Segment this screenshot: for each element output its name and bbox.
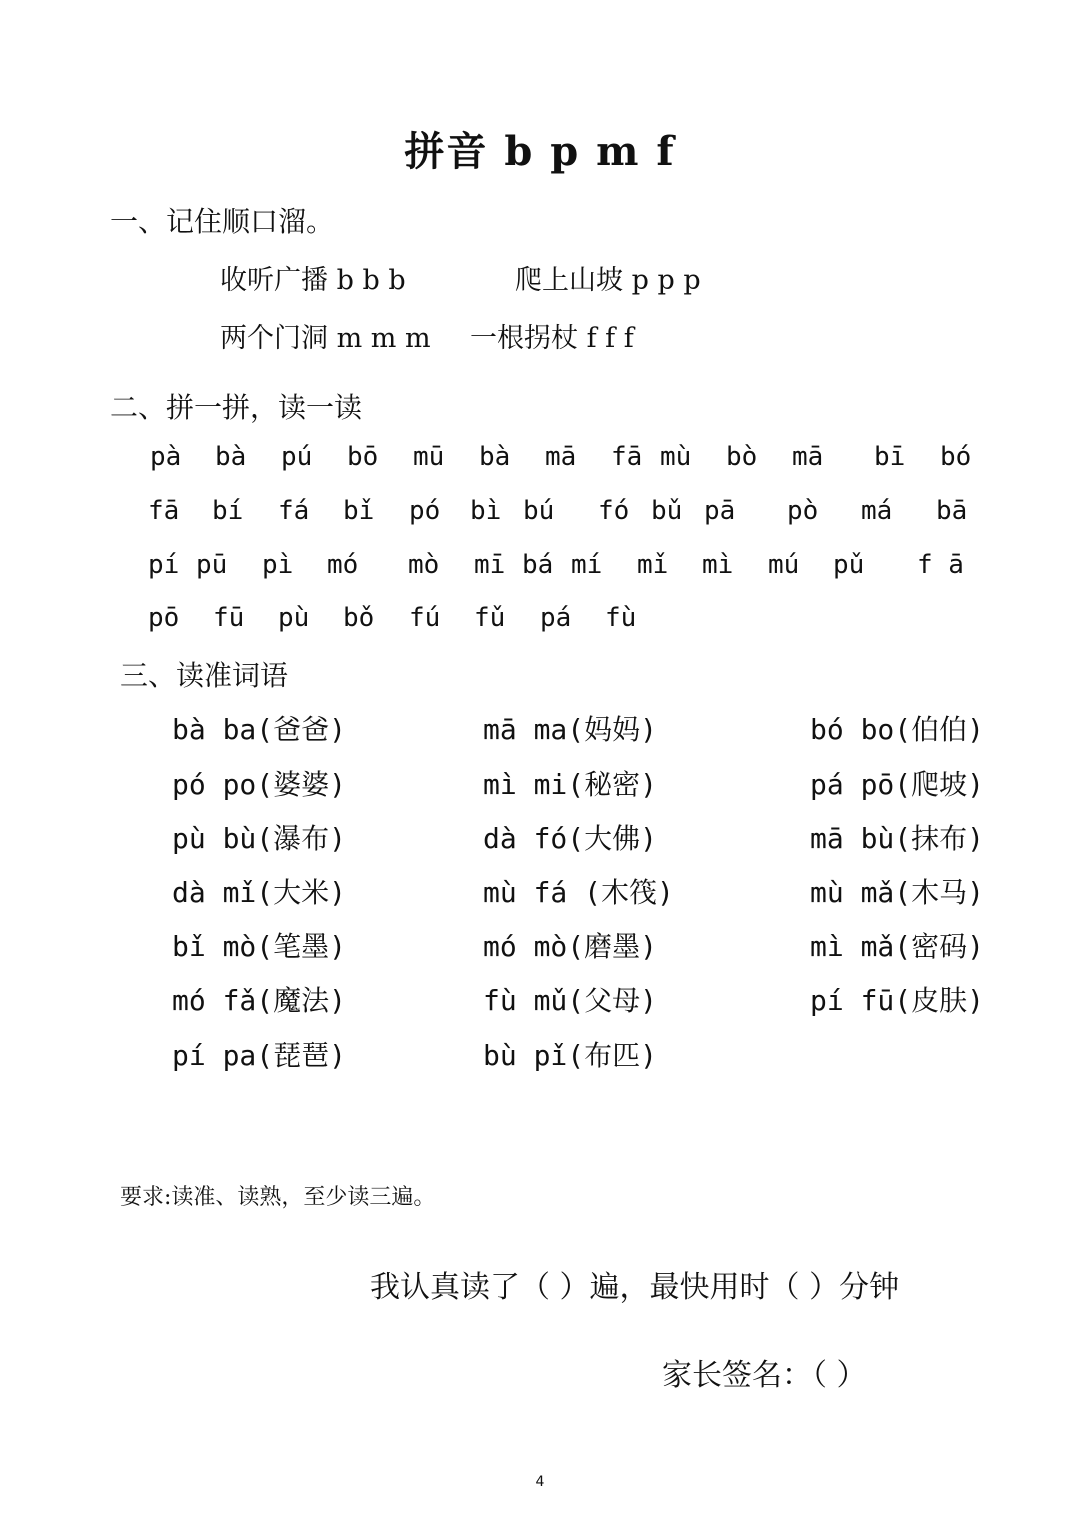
pinyin-syllable: pú bbox=[281, 442, 313, 472]
pinyin-syllable: pū bbox=[196, 550, 228, 580]
pinyin-syllable: bá bbox=[522, 550, 554, 580]
word-item: mó mò(磨墨) bbox=[483, 930, 658, 963]
section1-heading: 一、记住顺口溜。 bbox=[110, 205, 335, 238]
pinyin-syllable: mù bbox=[660, 442, 692, 472]
reading-record: 我认真读了（ ）遍，最快用时（ ）分钟 bbox=[370, 1270, 900, 1305]
pinyin-syllable: mā bbox=[792, 442, 824, 472]
section2-heading: 二、拼一拼，读一读 bbox=[110, 391, 363, 424]
pinyin-syllable: pǔ bbox=[833, 550, 865, 580]
pinyin-syllable: mú bbox=[768, 550, 800, 580]
pinyin-syllable: mū bbox=[413, 442, 445, 472]
word-item: mù fá (木筏) bbox=[483, 876, 674, 909]
page-title: 拼音 b p m f bbox=[404, 128, 676, 175]
pinyin-syllable: bú bbox=[523, 496, 555, 526]
rhyme-line: 收听广播 b b b bbox=[220, 265, 406, 296]
word-item: bù pǐ(布匹) bbox=[483, 1039, 658, 1072]
pinyin-syllable: mā bbox=[545, 442, 577, 472]
page-number: 4 bbox=[535, 1474, 545, 1490]
pinyin-row bbox=[0, 550, 1080, 590]
word-item: mā bù(抹布) bbox=[810, 822, 985, 855]
pinyin-syllable: fù bbox=[605, 603, 637, 633]
pinyin-syllable: mī bbox=[474, 550, 506, 580]
word-item: pù bù(瀑布) bbox=[172, 822, 347, 855]
pinyin-syllable: bà bbox=[479, 442, 511, 472]
pinyin-syllable: bǐ bbox=[343, 496, 375, 526]
pinyin-row bbox=[0, 603, 1080, 643]
requirement-text: 要求:读准、读熟，至少读三遍。 bbox=[120, 1185, 436, 1210]
word-item: mù mǎ(木马) bbox=[810, 876, 985, 909]
pinyin-syllable: má bbox=[861, 496, 893, 526]
pinyin-syllable: mǐ bbox=[637, 550, 669, 580]
pinyin-syllable: bā bbox=[936, 496, 968, 526]
word-item: bó bo(伯伯) bbox=[810, 713, 985, 746]
word-item: pí fū(皮肤) bbox=[810, 984, 985, 1017]
pinyin-syllable: fū bbox=[213, 603, 245, 633]
section3-heading: 三、读准词语 bbox=[120, 659, 289, 692]
word-item: mó fǎ(魔法) bbox=[172, 984, 347, 1017]
pinyin-syllable: bà bbox=[215, 442, 247, 472]
pinyin-syllable: pō bbox=[148, 603, 180, 633]
word-item: mì mǎ(密码) bbox=[810, 930, 985, 963]
rhyme-line: 爬上山坡 p p p bbox=[515, 265, 701, 296]
pinyin-syllable: pá bbox=[540, 603, 572, 633]
pinyin-syllable: bí bbox=[212, 496, 244, 526]
pinyin-syllable: pā bbox=[704, 496, 736, 526]
word-item: mā ma(妈妈) bbox=[483, 713, 658, 746]
word-item: dà fó(大佛) bbox=[483, 822, 658, 855]
pinyin-syllable: bì bbox=[470, 496, 502, 526]
pinyin-syllable: pà bbox=[150, 442, 182, 472]
pinyin-syllable: pì bbox=[262, 550, 294, 580]
pinyin-syllable: fá bbox=[278, 496, 310, 526]
pinyin-syllable: fā bbox=[611, 442, 643, 472]
word-item: mì mi(秘密) bbox=[483, 768, 658, 801]
word-item: fù mǔ(父母) bbox=[483, 984, 658, 1017]
pinyin-row bbox=[0, 442, 1080, 482]
pinyin-syllable: pù bbox=[278, 603, 310, 633]
pinyin-syllable: mì bbox=[702, 550, 734, 580]
pinyin-syllable: bó bbox=[940, 442, 972, 472]
pinyin-syllable: mó bbox=[327, 550, 359, 580]
pinyin-syllable: mí bbox=[571, 550, 603, 580]
word-item: pí pa(琵琶) bbox=[172, 1039, 347, 1072]
pinyin-row bbox=[0, 496, 1080, 536]
pinyin-syllable: mò bbox=[408, 550, 440, 580]
pinyin-syllable: fǔ bbox=[474, 603, 506, 633]
pinyin-syllable: bǒ bbox=[343, 603, 375, 633]
pinyin-syllable: fú bbox=[409, 603, 441, 633]
pinyin-syllable: fó bbox=[598, 496, 630, 526]
rhyme-line: 一根拐杖 f f f bbox=[470, 323, 634, 354]
parent-signature: 家长签名：（ ） bbox=[662, 1358, 867, 1393]
pinyin-syllable: bò bbox=[726, 442, 758, 472]
pinyin-syllable: fā bbox=[148, 496, 180, 526]
rhyme-line: 两个门洞 m m m bbox=[220, 323, 431, 354]
word-item: pó po(婆婆) bbox=[172, 768, 347, 801]
pinyin-syllable: pí bbox=[148, 550, 180, 580]
word-item: pá pō(爬坡) bbox=[810, 768, 985, 801]
pinyin-syllable: bǔ bbox=[651, 496, 683, 526]
word-item: bà ba(爸爸) bbox=[172, 713, 347, 746]
pinyin-syllable: bī bbox=[874, 442, 906, 472]
pinyin-syllable: pò bbox=[787, 496, 819, 526]
pinyin-syllable: pó bbox=[409, 496, 441, 526]
word-item: bǐ mò(笔墨) bbox=[172, 930, 347, 963]
pinyin-syllable: bō bbox=[347, 442, 379, 472]
word-item: dà mǐ(大米) bbox=[172, 876, 347, 909]
pinyin-syllable: f ā bbox=[917, 550, 964, 580]
